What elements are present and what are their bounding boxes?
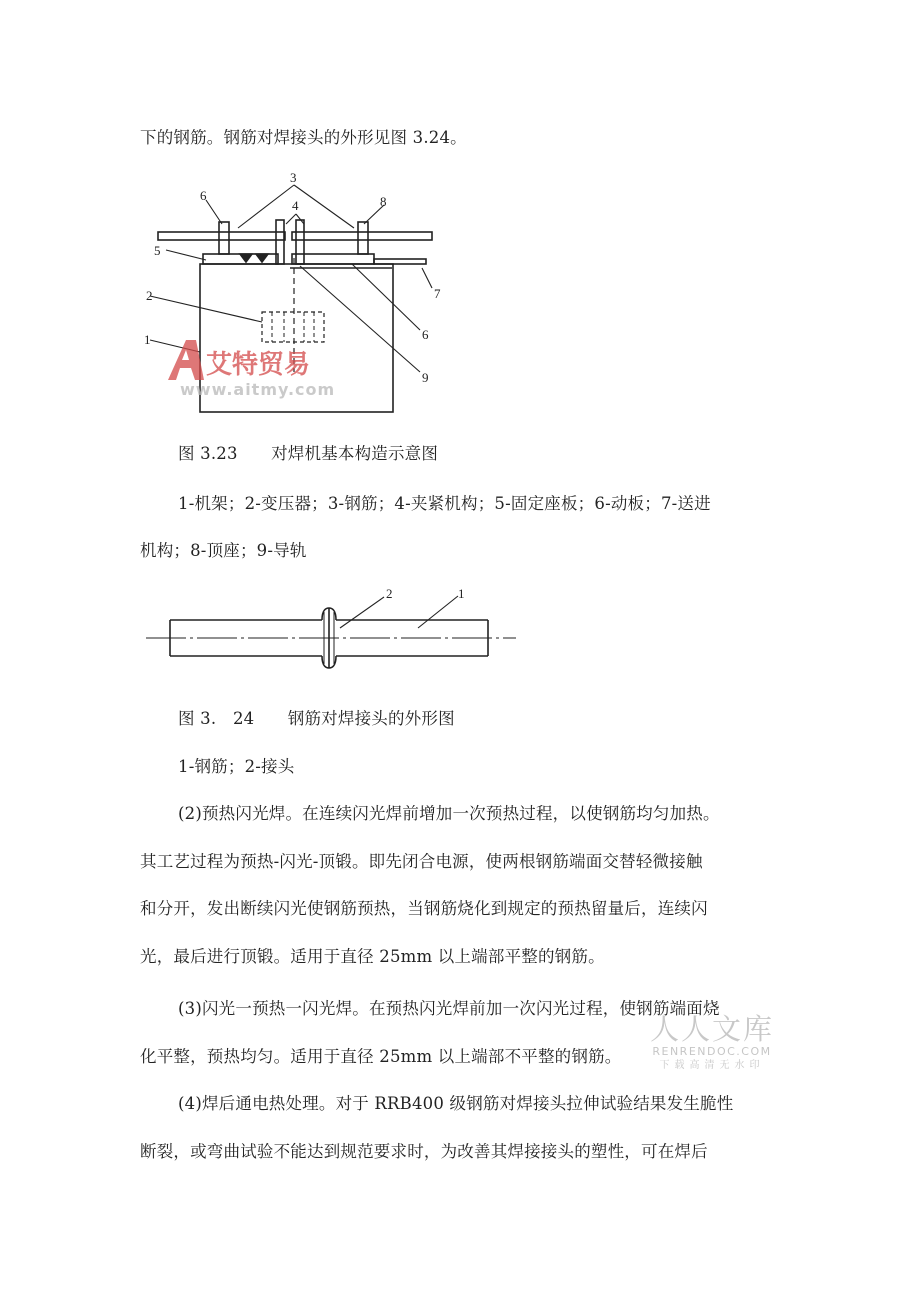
- label-1: 1: [144, 332, 151, 347]
- label-4: 4: [292, 198, 299, 213]
- renrendoc-watermark: [648, 1013, 776, 1072]
- fig23-caption: 图 3.23 对焊机基本构造示意图: [178, 444, 439, 463]
- para4-line2: 断裂，或弯曲试验不能达到规范要求时，为改善其焊接接头的塑性，可在焊后: [140, 1142, 708, 1161]
- label-8: 8: [380, 194, 387, 209]
- fig24-legend: 1-钢筋；2-接头: [178, 757, 295, 776]
- label-3: 3: [290, 170, 297, 185]
- para3-line1: (3)闪光一预热一闪光焊。在预热闪光焊前加一次闪光过程，使钢筋端面烧: [178, 999, 720, 1018]
- label-7: 7: [434, 286, 441, 301]
- watermark-en: RENRENDOC.COM: [652, 1045, 772, 1058]
- label-9: 9: [422, 370, 429, 385]
- para2-line3: 和分开，发出断续闪光使钢筋预热，当钢筋烧化到规定的预热留量后，连续闪: [140, 899, 708, 918]
- para2-line4: 光，最后进行顶锻。适用于直径 25mm 以上端部平整的钢筋。: [140, 947, 605, 966]
- watermark-cn: 人人文库: [649, 1012, 774, 1046]
- para2-line2: 其工艺过程为预热-闪光-顶锻。即先闭合电源，使两根钢筋端面交替轻微接触: [140, 852, 703, 871]
- intro-line: 下的钢筋。钢筋对焊接头的外形见图 3.24。: [140, 128, 467, 147]
- joint-label-2: 2: [386, 586, 393, 601]
- label-6-bottom: 6: [422, 327, 429, 342]
- label-5: 5: [154, 243, 161, 258]
- para4-line1: (4)焊后通电热处理。对于 RRB400 级钢筋对焊接头拉伸试验结果发生脆性: [178, 1094, 734, 1113]
- fig24-caption: 图 3. 24 钢筋对焊接头的外形图: [178, 709, 455, 728]
- fig23-legend-line2: 机构；8-顶座；9-导轨: [140, 541, 307, 560]
- para2-line1: (2)预热闪光焊。在连续闪光焊前增加一次预热过程，以使钢筋均匀加热。: [178, 804, 720, 823]
- watermark-sub: 下载高清无水印: [659, 1060, 765, 1071]
- fig23-legend-line1: 1-机架；2-变压器；3-钢筋；4-夹紧机构；5-固定座板；6-动板；7-送进: [178, 494, 711, 513]
- svg-text:www.aitmy.com: www.aitmy.com: [180, 380, 336, 399]
- label-2: 2: [146, 288, 153, 303]
- svg-text:艾特贸易: 艾特贸易: [206, 350, 311, 380]
- label-6-top: 6: [200, 188, 207, 203]
- joint-label-1: 1: [458, 586, 465, 601]
- para3-line2: 化平整，预热均匀。适用于直径 25mm 以上端部不平整的钢筋。: [140, 1047, 622, 1066]
